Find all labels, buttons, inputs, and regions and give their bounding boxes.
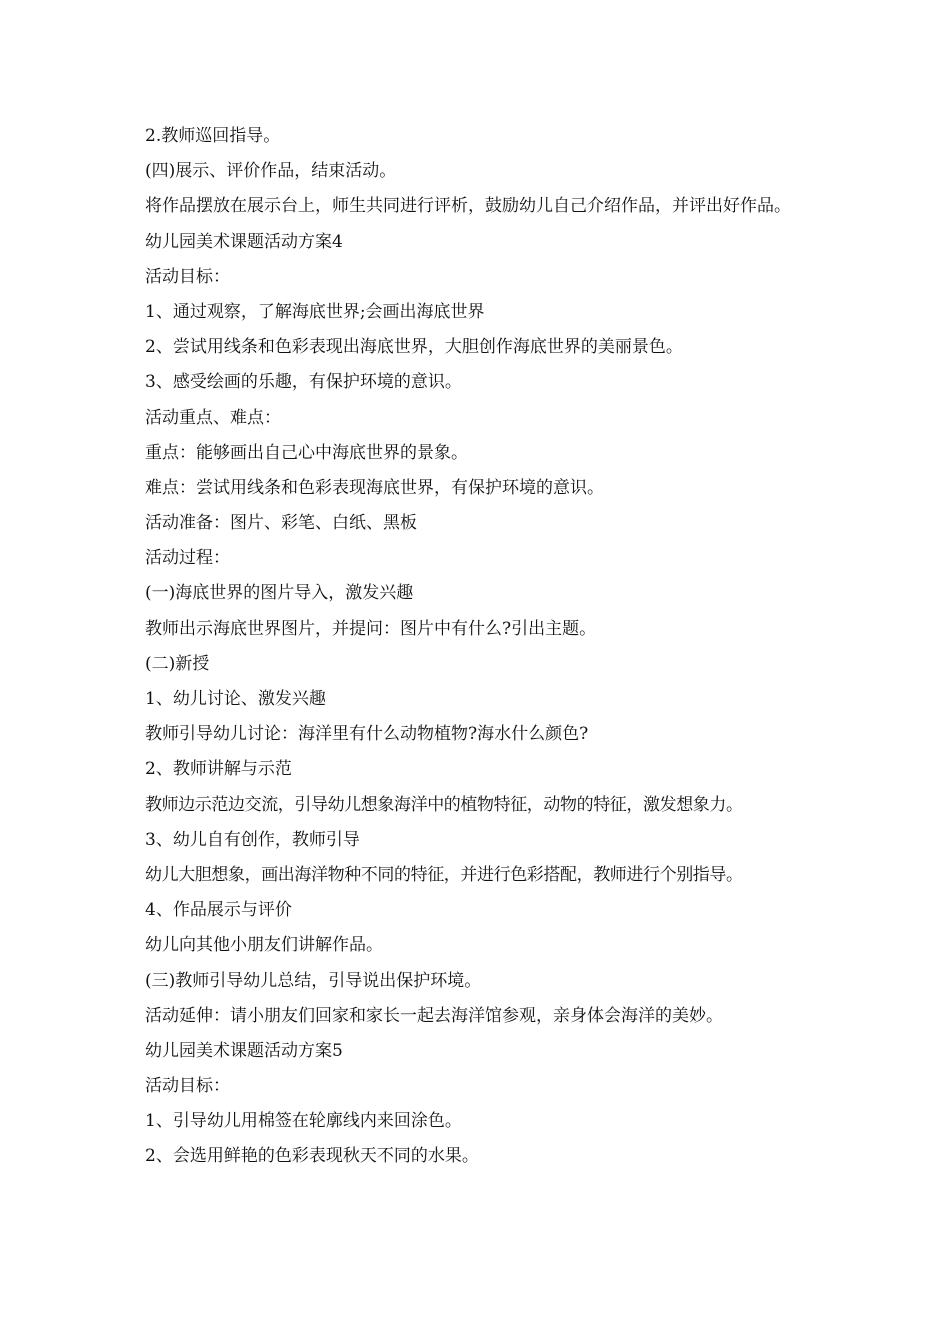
- text-line: 1、通过观察，了解海底世界;会画出海底世界: [145, 301, 485, 322]
- text-line: 教师引导幼儿讨论：海洋里有什么动物植物?海水什么颜色?: [145, 724, 589, 745]
- text-line: 1、引导幼儿用棉签在轮廓线内来回涂色。: [145, 1111, 462, 1132]
- text-line: 3、感受绘画的乐趣，有保护环境的意识。: [145, 372, 462, 393]
- text-line: 难点：尝试用线条和色彩表现海底世界，有保护环境的意识。: [145, 477, 604, 498]
- text-line: 2.教师巡回指导。: [145, 126, 281, 146]
- text-line: 活动目标：: [145, 266, 230, 287]
- text-line: 活动延伸：请小朋友们回家和家长一起去海洋馆参观，亲身体会海洋的美妙。: [145, 1005, 723, 1026]
- text-line: 幼儿大胆想象，画出海洋物种不同的特征，并进行色彩搭配，教师进行个别指导。: [145, 864, 743, 885]
- paragraph: 将作品摆放在展示台上，师生共同进行评析，鼓励幼儿自己介绍作品，并评出好作品。: [145, 196, 791, 217]
- text-line: 4、作品展示与评价: [145, 900, 292, 921]
- text-line: 教师边示范边交流，引导幼儿想象海洋中的植物特征，动物的特征，激发想象力。: [145, 794, 743, 815]
- section-heading: (二)新授: [145, 653, 210, 674]
- text-line: 3、幼儿自有创作，教师引导: [145, 829, 360, 850]
- text-line: 活动目标：: [145, 1076, 230, 1097]
- text-line: 重点：能够画出自己心中海底世界的景象。: [145, 442, 468, 463]
- text-line: 活动重点、难点：: [145, 407, 281, 428]
- section-heading: (三)教师引导幼儿总结，引导说出保护环境。: [145, 970, 482, 991]
- text-line: 幼儿向其他小朋友们讲解作品。: [145, 935, 383, 956]
- text-line: 活动过程：: [145, 548, 230, 569]
- text-line: 1、幼儿讨论、激发兴趣: [145, 689, 326, 710]
- section-heading: (四)展示、评价作品，结束活动。: [145, 161, 397, 182]
- text-line: 教师出示海底世界图片，并提问：图片中有什么?引出主题。: [145, 618, 597, 639]
- text-line: 2、尝试用线条和色彩表现出海底世界，大胆创作海底世界的美丽景色。: [145, 337, 683, 358]
- text-line: 活动准备：图片、彩笔、白纸、黑板: [145, 513, 417, 534]
- plan-title-5: 幼儿园美术课题活动方案5: [145, 1040, 343, 1061]
- section-heading: (一)海底世界的图片导入，激发兴趣: [145, 583, 414, 604]
- text-line: 2、教师讲解与示范: [145, 759, 292, 780]
- text-line: 2、会选用鲜艳的色彩表现秋天不同的水果。: [145, 1146, 479, 1167]
- document-body: [145, 119, 825, 1175]
- plan-title-4: 幼儿园美术课题活动方案4: [145, 231, 343, 252]
